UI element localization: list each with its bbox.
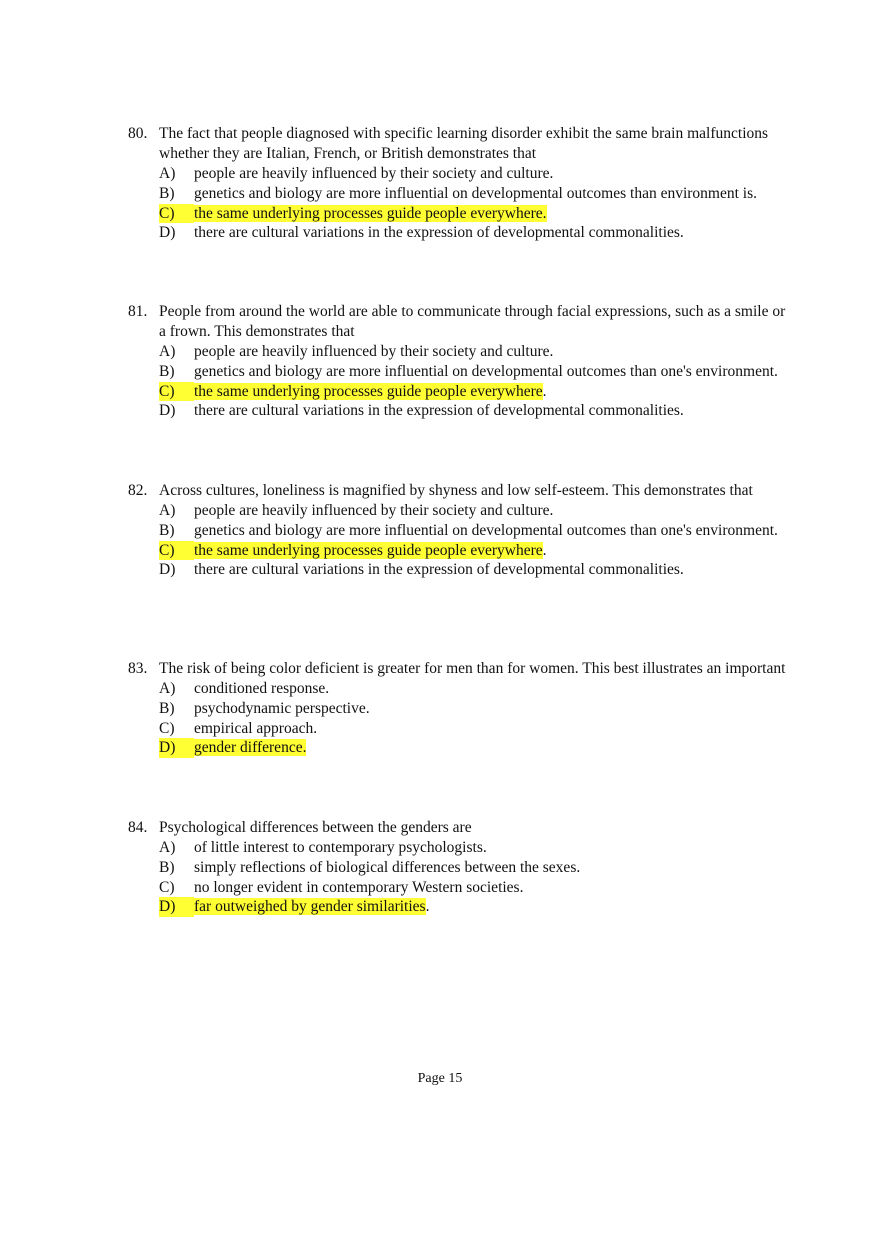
option-a bbox=[159, 501, 788, 521]
option-letter: C) bbox=[159, 541, 194, 561]
question-stem bbox=[128, 659, 788, 679]
question-80 bbox=[128, 124, 788, 243]
question-stem bbox=[128, 124, 788, 164]
option-letter: B) bbox=[159, 521, 175, 539]
option-text: there are cultural variations in the expression of developmental commonalities. bbox=[194, 402, 684, 420]
option-d bbox=[159, 401, 788, 421]
question-text: The risk of being color deficient is greater for men than for women. This best illustrates an important bbox=[159, 660, 786, 677]
option-text: of little interest to contemporary psychologists. bbox=[194, 839, 487, 856]
option-a bbox=[159, 838, 788, 858]
option-text: there are cultural variations in the expression of developmental commonalities. bbox=[194, 561, 684, 579]
option-text: genetics and biology are more influential on developmental outcomes than one's environment. bbox=[194, 362, 778, 380]
option-d-highlighted bbox=[159, 738, 788, 758]
question-text: People from around the world are able to communicate through facial expressions, such as a smile or a frown. This demonstrates that bbox=[159, 303, 786, 340]
question-stem bbox=[128, 302, 788, 342]
question-text: The fact that people diagnosed with specific learning disorder exhibit the same brain malfunctions whether they are Italian, French, or British demonstrates that bbox=[159, 125, 769, 162]
option-c-highlighted bbox=[159, 204, 788, 224]
highlighted-answer-text: the same underlying processes guide people everywhere. bbox=[194, 204, 547, 222]
option-letter: D) bbox=[159, 897, 194, 917]
option-letter: B) bbox=[159, 362, 175, 380]
option-c bbox=[159, 878, 788, 898]
option-d bbox=[159, 223, 788, 243]
option-a bbox=[159, 342, 788, 362]
option-d-highlighted bbox=[159, 897, 788, 917]
option-letter: D) bbox=[159, 561, 176, 579]
option-text: people are heavily influenced by their society and culture. bbox=[194, 343, 554, 360]
question-number: 83. bbox=[128, 660, 148, 677]
option-b bbox=[159, 362, 788, 382]
option-c-highlighted bbox=[159, 382, 788, 402]
question-stem bbox=[128, 818, 788, 838]
question-number: 80. bbox=[128, 125, 148, 142]
highlighted-answer-text: gender difference. bbox=[194, 739, 307, 757]
option-text: simply reflections of biological differences between the sexes. bbox=[194, 858, 581, 876]
option-letter: A) bbox=[159, 680, 176, 697]
question-number: 82. bbox=[128, 482, 148, 499]
option-letter: D) bbox=[159, 738, 194, 758]
question-text: Psychological differences between the genders are bbox=[159, 819, 472, 836]
option-b bbox=[159, 521, 788, 541]
option-trailing-period: . bbox=[425, 898, 430, 916]
question-84 bbox=[128, 818, 788, 917]
option-b bbox=[159, 699, 788, 719]
option-b bbox=[159, 184, 788, 204]
option-letter: D) bbox=[159, 224, 176, 242]
option-a bbox=[159, 679, 788, 699]
option-letter: D) bbox=[159, 402, 176, 420]
option-letter: B) bbox=[159, 858, 175, 876]
page-number: Page 15 bbox=[417, 1071, 463, 1086]
option-a bbox=[159, 164, 788, 184]
option-text: psychodynamic perspective. bbox=[194, 699, 370, 717]
question-number: 84. bbox=[128, 819, 148, 836]
option-text: no longer evident in contemporary Western societies. bbox=[194, 878, 524, 896]
option-text: genetics and biology are more influential on developmental outcomes than environment is. bbox=[194, 184, 758, 202]
option-text: genetics and biology are more influential on developmental outcomes than one's environment. bbox=[194, 521, 778, 539]
option-c bbox=[159, 719, 788, 739]
option-trailing-period: . bbox=[542, 541, 547, 559]
question-text: Across cultures, loneliness is magnified by shyness and low self-esteem. This demonstrates that bbox=[159, 482, 753, 499]
option-text: there are cultural variations in the expression of developmental commonalities. bbox=[194, 224, 684, 242]
highlighted-answer-text: far outweighed by gender similarities bbox=[194, 898, 426, 916]
answer-options bbox=[159, 838, 788, 917]
option-letter: C) bbox=[159, 382, 194, 402]
option-text: empirical approach. bbox=[194, 719, 318, 737]
answer-options bbox=[159, 164, 788, 243]
option-text: conditioned response. bbox=[194, 680, 330, 697]
question-81 bbox=[128, 302, 788, 421]
option-letter: A) bbox=[159, 165, 176, 182]
option-text: people are heavily influenced by their society and culture. bbox=[194, 502, 554, 519]
option-c-highlighted bbox=[159, 541, 788, 561]
option-letter: C) bbox=[159, 878, 175, 896]
option-b bbox=[159, 858, 788, 878]
answer-options bbox=[159, 501, 788, 580]
question-82 bbox=[128, 481, 788, 580]
option-letter: C) bbox=[159, 719, 175, 737]
option-letter: B) bbox=[159, 184, 175, 202]
question-83 bbox=[128, 659, 788, 758]
answer-options bbox=[159, 342, 788, 421]
option-letter: A) bbox=[159, 839, 176, 856]
option-letter: C) bbox=[159, 204, 194, 224]
highlighted-answer-text: the same underlying processes guide people everywhere bbox=[194, 382, 543, 400]
question-stem bbox=[128, 481, 788, 501]
option-d bbox=[159, 560, 788, 580]
highlighted-answer-text: the same underlying processes guide people everywhere bbox=[194, 541, 543, 559]
option-letter: A) bbox=[159, 343, 176, 360]
option-trailing-period: . bbox=[542, 382, 547, 400]
answer-options bbox=[159, 679, 788, 758]
question-number: 81. bbox=[128, 303, 148, 320]
option-letter: B) bbox=[159, 699, 175, 717]
option-text: people are heavily influenced by their society and culture. bbox=[194, 165, 554, 182]
option-letter: A) bbox=[159, 502, 176, 519]
